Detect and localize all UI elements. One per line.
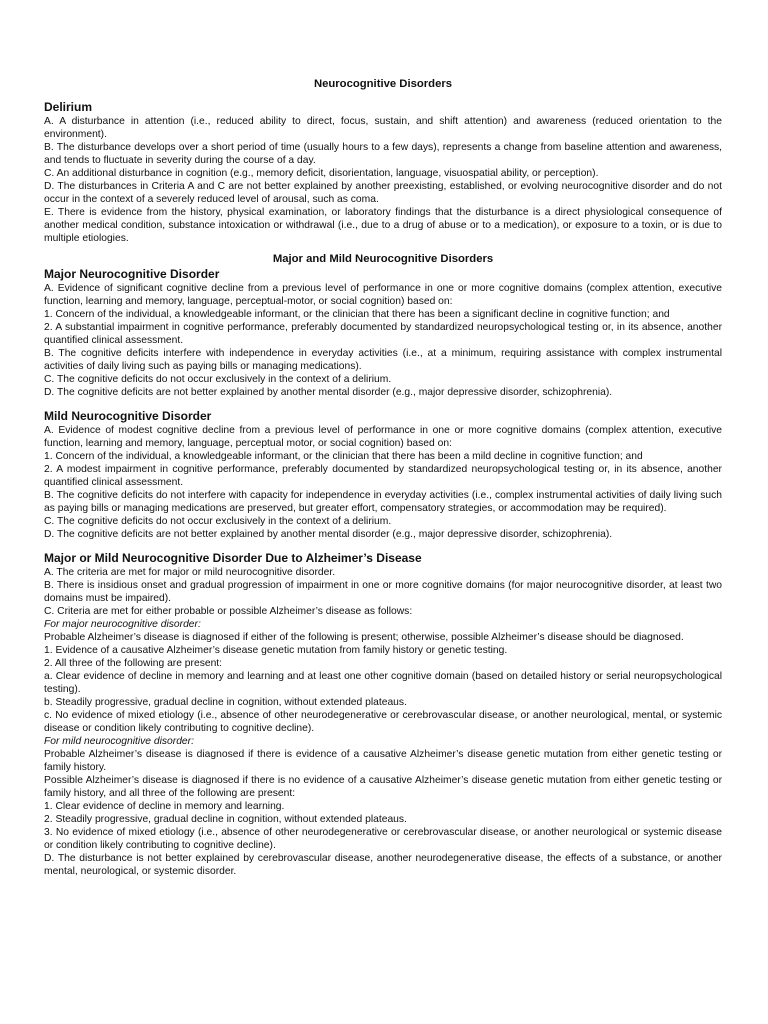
- major-criterion-d: D. The cognitive deficits are not better explained by another mental disorder (e.g., major depressive disorder, schizophrenia).: [44, 387, 613, 398]
- mild-criterion-a1: 1. Concern of the individual, a knowledgeable informant, or the clinician that there has been a mild decline in cognitive function; and: [44, 451, 643, 462]
- alzheimers-criterion: Possible Alzheimer’s disease is diagnosed if there is no evidence of a causative Alzheimer’s disease genetic mutation from either genetic testing or family history, and all three of the following are present:: [44, 775, 722, 799]
- alzheimers-criterion: 3. No evidence of mixed etiology (i.e., absence of other neurodegenerative or cerebrovascular disease, or another neurological or systemic disease or condition likely contributing to cognitive decline).: [44, 827, 722, 851]
- major-criterion-a1: 1. Concern of the individual, a knowledgeable informant, or the clinician that there has been a significant decline in cognitive function; and: [44, 309, 670, 320]
- delirium-section: [44, 100, 722, 245]
- mild-criterion-a2: 2. A modest impairment in cognitive performance, preferably documented by standardized neuropsychological testing or, in its absence, another quantified clinical assessment.: [44, 464, 722, 488]
- major-criterion-b: B. The cognitive deficits interfere with independence in everyday activities (i.e., at a minimum, requiring assistance with complex instrumental activities of daily living such as paying bills or managing medications).: [44, 348, 722, 372]
- major-criterion-c: C. The cognitive deficits do not occur exclusively in the context of a delirium.: [44, 374, 392, 385]
- delirium-criterion-b: B. The disturbance develops over a short period of time (usually hours to a few days), represents a change from baseline attention and awareness, and tends to fluctuate in severity during the course of a day.: [44, 142, 722, 166]
- major-ncd-section: [44, 267, 722, 399]
- major-criterion-a: A. Evidence of significant cognitive decline from a previous level of performance in one or more cognitive domains (complex attention, executive function, learning and memory, language, perceptual-motor, or social cognition) based on:: [44, 283, 722, 307]
- mild-criterion-d: D. The cognitive deficits are not better explained by another mental disorder (e.g., major depressive disorder, schizophrenia).: [44, 529, 613, 540]
- major-criterion-a2: 2. A substantial impairment in cognitive performance, preferably documented by standardized neuropsychological testing or, in its absence, another quantified clinical assessment.: [44, 322, 722, 346]
- delirium-criterion-e: E. There is evidence from the history, physical examination, or laboratory findings that the disturbance is a direct physiological consequence of another medical condition, substance intoxication or withdrawal (i.e., due to a drug of abuse or to a medication), or exposure to a toxin, or is due to multiple etiologies.: [44, 207, 722, 244]
- alzheimers-criterion: c. No evidence of mixed etiology (i.e., absence of other neurodegenerative or cerebrovascular disease, or another neurological, mental, or systemic disease or condition likely contributing to cognitive decline).: [44, 710, 722, 734]
- alzheimers-criterion: 2. All three of the following are present:: [44, 658, 223, 669]
- major-mild-title: Major and Mild Neurocognitive Disorders: [272, 253, 494, 265]
- delirium-heading: Delirium: [44, 100, 93, 114]
- alzheimers-heading: Major or Mild Neurocognitive Disorder Due to Alzheimer’s Disease: [44, 551, 422, 565]
- delirium-criterion-d: D. The disturbances in Criteria A and C are not better explained by another preexisting, established, or evolving neurocognitive disorder and do not occur in the context of a severely reduced level of arousal, such as coma.: [44, 181, 722, 205]
- document-title: Neurocognitive Disorders: [313, 78, 453, 90]
- delirium-criterion-c: C. An additional disturbance in cognition (e.g., memory deficit, disorientation, language, visuospatial ability, or perception).: [44, 168, 599, 179]
- alzheimers-section: [44, 551, 722, 878]
- alzheimers-criterion: 1. Evidence of a causative Alzheimer’s disease genetic mutation from family history or genetic testing.: [44, 645, 508, 656]
- alzheimers-criterion: C. Criteria are met for either probable or possible Alzheimer’s disease as follows:: [44, 606, 413, 617]
- alzheimers-criterion: b. Steadily progressive, gradual decline in cognition, without extended plateaus.: [44, 697, 407, 708]
- alzheimers-criteria-list: [44, 566, 722, 878]
- mild-ncd-section: [44, 409, 722, 541]
- mild-ncd-heading: Mild Neurocognitive Disorder: [44, 409, 212, 423]
- alzheimers-criterion: D. The disturbance is not better explained by cerebrovascular disease, another neurodegenerative disease, the effects of a substance, or another mental, neurological, or systemic disorder.: [44, 853, 722, 877]
- mild-criterion-a: A. Evidence of modest cognitive decline from a previous level of performance in one or more cognitive domains (complex attention, executive function, learning and memory, language, perceptual motor, or social cognition) based on:: [44, 425, 722, 449]
- alzheimers-subheading: For mild neurocognitive disorder:: [44, 736, 194, 747]
- alzheimers-criterion: a. Clear evidence of decline in memory and learning and at least one other cognitive domain (based on detailed history or serial neuropsychological testing).: [44, 671, 722, 695]
- alzheimers-criterion: Probable Alzheimer’s disease is diagnosed if either of the following is present; otherwise, possible Alzheimer’s disease should be diagnosed.: [44, 632, 684, 643]
- alzheimers-criterion: 2. Steadily progressive, gradual decline in cognition, without extended plateaus.: [44, 814, 407, 825]
- mild-criterion-c: C. The cognitive deficits do not occur exclusively in the context of a delirium.: [44, 516, 392, 527]
- delirium-criterion-a: A. A disturbance in attention (i.e., reduced ability to direct, focus, sustain, and shift attention) and awareness (reduced orientation to the environment).: [44, 116, 722, 140]
- major-ncd-heading: Major Neurocognitive Disorder: [44, 267, 220, 281]
- alzheimers-subheading: For major neurocognitive disorder:: [44, 619, 201, 630]
- alzheimers-criterion: Probable Alzheimer’s disease is diagnosed if there is evidence of a causative Alzheimer’s disease genetic mutation from either genetic testing or family history.: [44, 749, 722, 773]
- alzheimers-criterion: A. The criteria are met for major or mild neurocognitive disorder.: [44, 567, 336, 578]
- document-page: [44, 78, 722, 878]
- alzheimers-criterion: B. There is insidious onset and gradual progression of impairment in one or more cognitive domains (for major neurocognitive disorder, at least two domains must be impaired).: [44, 580, 722, 604]
- alzheimers-criterion: 1. Clear evidence of decline in memory and learning.: [44, 801, 285, 812]
- mild-criterion-b: B. The cognitive deficits do not interfere with capacity for independence in everyday activities (i.e., complex instrumental activities of daily living such as paying bills or managing medications are preserved, but greater effort, compensatory strategies, or accommodation may be required).: [44, 490, 722, 514]
